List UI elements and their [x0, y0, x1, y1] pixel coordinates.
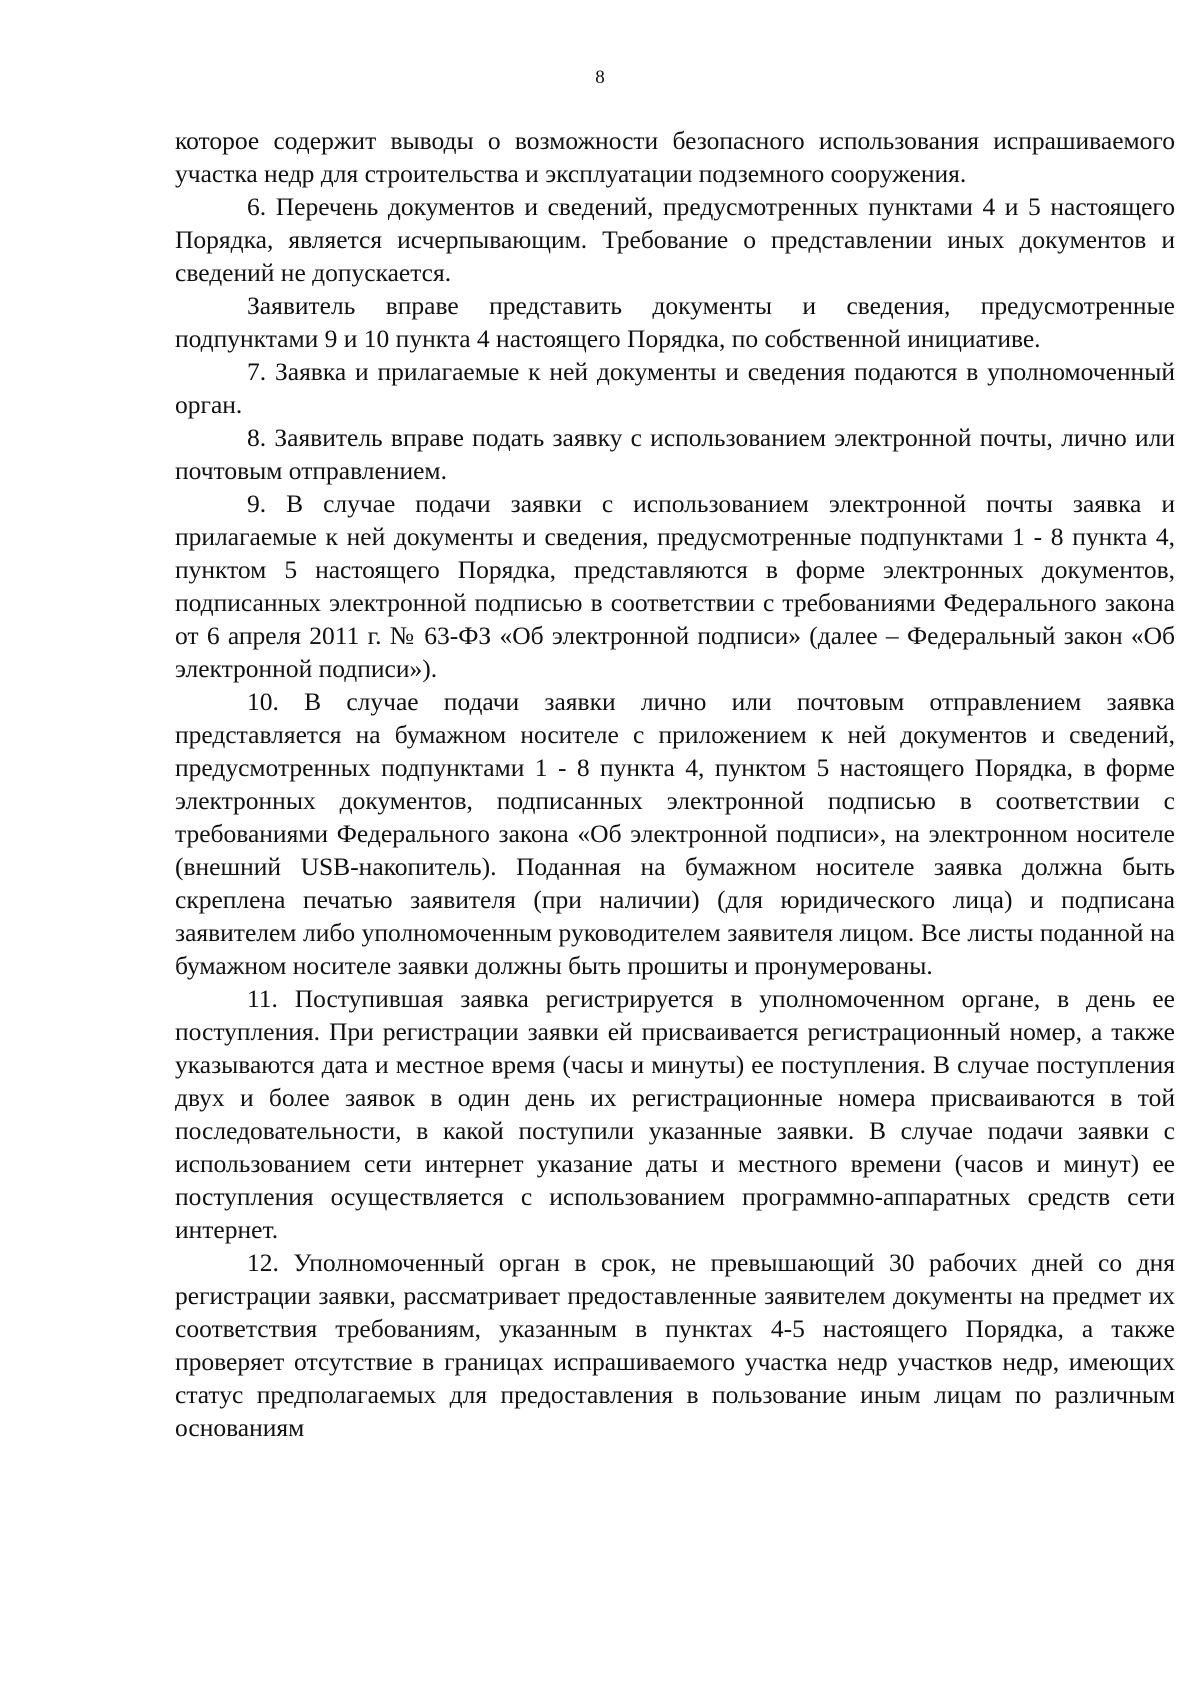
paragraph-9: 9. В случае подачи заявки с использованием электронной почты заявка и прилагаемые к ней документы и сведения, предусмотренные подпунктами 1 - 8 пункта 4, пунктом 5 настоящего Порядка, представляются в форме электронных документов, подписанных электронной подписью в соответствии с требованиями Федерального закона от 6 апреля 2011 г. № 63-ФЗ «Об электронной подписи» (далее – Федеральный закон «Об электронной подписи»). — [175, 489, 1175, 683]
paragraph-continuation: которое содержит выводы о возможности безопасного использования испрашиваемого участка недр для строительства и эксплуатации подземного сооружения. — [175, 126, 1175, 188]
paragraph-6: 6. Перечень документов и сведений, предусмотренных пунктами 4 и 5 настоящего Порядка, является исчерпывающим. Требование о представлении иных документов и сведений не допускается. — [175, 192, 1175, 287]
paragraph-12: 12. Уполномоченный орган в срок, не превышающий 30 рабочих дней со дня регистрации заявки, рассматривает предоставленные заявителем документы на предмет их соответствия требованиям, указанным в пунктах 4-5 настоящего Порядка, а также проверяет отсутствие в границах испрашиваемого участка недр участков недр, имеющих статус предполагаемых для предоставления в пользование иным лицам по различным основаниям — [175, 1248, 1175, 1442]
paragraph-8: 8. Заявитель вправе подать заявку с использованием электронной почты, лично или почтовым отправлением. — [175, 423, 1175, 485]
paragraph-6-initiative: Заявитель вправе представить документы и сведения, предусмотренные подпунктами 9 и 10 пункта 4 настоящего Порядка, по собственной инициативе. — [175, 291, 1175, 353]
document-body — [175, 124, 1175, 1444]
page-number: 8 — [595, 67, 605, 88]
paragraph-7: 7. Заявка и прилагаемые к ней документы и сведения подаются в уполномоченный орган. — [175, 357, 1175, 419]
paragraph-11: 11. Поступившая заявка регистрируется в уполномоченном органе, в день ее поступления. При регистрации заявки ей присваивается регистрационный номер, а также указываются дата и местное время (часы и минуты) ее поступления. В случае поступления двух и более заявок в один день их регистрационные номера присваиваются в той последовательности, в какой поступили указанные заявки. В случае подачи заявки с использованием сети интернет указание даты и местного времени (часов и минут) ее поступления осуществляется с использованием программно-аппаратных средств сети интернет. — [175, 984, 1175, 1244]
paragraph-10: 10. В случае подачи заявки лично или почтовым отправлением заявка представляется на бумажном носителе с приложением к ней документов и сведений, предусмотренных подпунктами 1 - 8 пункта 4, пунктом 5 настоящего Порядка, в форме электронных документов, подписанных электронной подписью в соответствии с требованиями Федерального закона «Об электронной подписи», на электронном носителе (внешний USB-накопитель). Поданная на бумажном носителе заявка должна быть скреплена печатью заявителя (при наличии) (для юридического лица) и подписана заявителем либо уполномоченным руководителем заявителя лицом. Все листы поданной на бумажном носителе заявки должны быть прошиты и пронумерованы. — [175, 687, 1175, 980]
